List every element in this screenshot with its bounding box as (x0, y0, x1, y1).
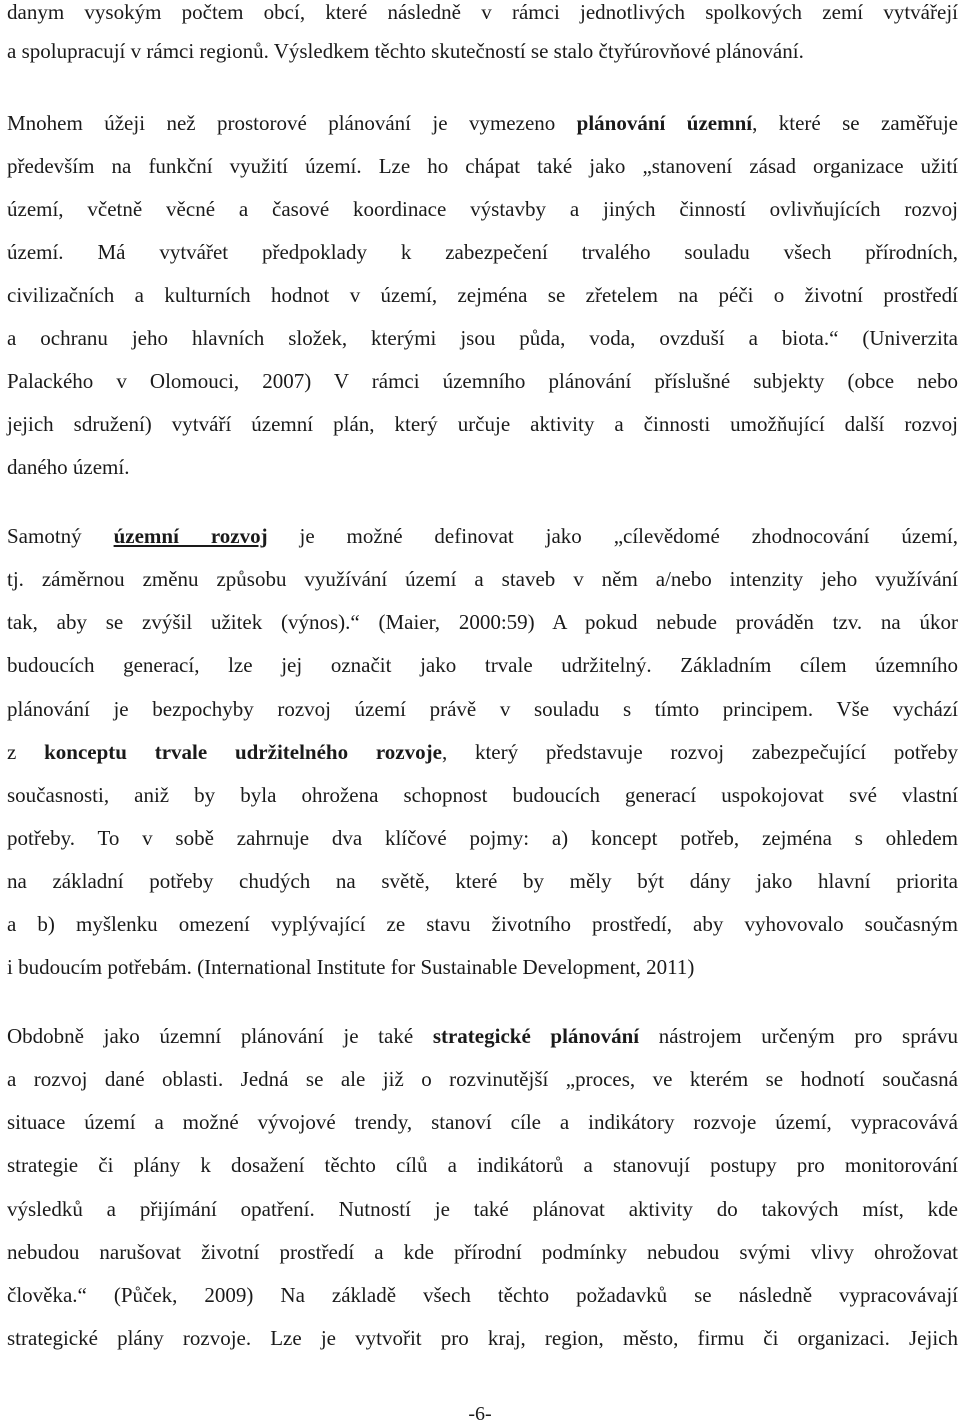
page-number: -6- (468, 1403, 492, 1425)
text-line: a rozvoj dané oblasti. Jedná se ale již o rozvinutější „proces, ve kterém se hodnotí současná (7, 1067, 958, 1091)
text-line: daného území. (7, 455, 130, 479)
text-line: a b) myšlenku omezení vyplývající ze stavu životního prostředí, aby vyhovovalo současným (7, 912, 958, 936)
text-line: na základní potřeby chudých na světě, které by měly být dány jako hlavní priorita (7, 869, 958, 893)
text-line: současnosti, aniž by byla ohrožena schopnost budoucích generací uspokojovat své vlastní (7, 783, 958, 807)
text-line: tj. záměrnou změnu způsobu využívání území a staveb v něm a/nebo intenzity jeho využívání (7, 567, 958, 591)
text-line: strategie či plány k dosažení těchto cílů a indikátorů a stanovují postupy pro monitorování (7, 1153, 958, 1177)
bold-term: územní rozvoj (113, 524, 268, 548)
text-line: plánování je bezpochyby rozvoj území právě v souladu s tímto principem. Vše vychází (7, 697, 958, 721)
text-line: strategické plány rozvoje. Lze je vytvořit pro kraj, region, město, firmu či organizaci. Jejich (7, 1326, 958, 1350)
text-line: území. Má vytvářet předpoklady k zabezpečení trvalého souladu všech přírodních, (7, 240, 958, 264)
text-line: území, včetně věcné a časové koordinace výstavby a jiných činností ovlivňujících rozvoj (7, 197, 958, 221)
text-line: tak, aby se zvýšil užitek (výnos).“ (Maier, 2000:59) A pokud nebude prováděn tzv. na úkor (7, 610, 958, 634)
text-line: nebudou narušovat životní prostředí a kde přírodní podmínky nebudou svými vlivy ohrožovat (7, 1240, 958, 1264)
text-line: Palackého v Olomouci, 2007) V rámci územního plánování příslušné subjekty (obce nebo (7, 369, 958, 393)
text-line: Samotný územní rozvoj je možné definovat jako „cílevědomé zhodnocování území, (7, 524, 958, 548)
text-line: Mnohem úžeji než prostorové plánování je vymezeno plánování územní, které se zaměřuje (7, 111, 958, 135)
text-line: výsledků a přijímání opatření. Nutností je také plánovat aktivity do takových míst, kde (7, 1197, 958, 1221)
text-line: člověka.“ (Půček, 2009) Na základě všech těchto požadavků se následně vypracovávají (7, 1283, 958, 1307)
text-line: Obdobně jako územní plánování je také strategické plánování nástrojem určeným pro správu (7, 1024, 959, 1048)
bold-term: plánování územní (576, 111, 753, 135)
text-line: především na funkční využití území. Lze ho chápat také jako „stanovení zásad organizace užití (7, 154, 958, 178)
text-line: a ochranu jeho hlavních složek, kterými jsou půda, voda, ovzduší a biota.“ (Univerzita (7, 326, 958, 350)
bold-term: konceptu trvale udržitelného rozvoje (44, 740, 442, 764)
text-line: budoucích generací, lze jej označit jako trvale udržitelný. Základním cílem územního (7, 653, 958, 677)
text-line: danym vysokým počtem obcí, které následně v rámci jednotlivých spolkových zemí vytvářejí (7, 0, 958, 24)
text-line: i budoucím potřebám. (International Institute for Sustainable Development, 2011) (7, 955, 695, 979)
text-line: z konceptu trvale udržitelného rozvoje, který představuje rozvoj zabezpečující potřeby (7, 740, 959, 764)
text-line: situace území a možné vývojové trendy, stanoví cíle a indikátory rozvoje území, vypracovává (7, 1110, 958, 1134)
bold-term: strategické plánování (432, 1024, 640, 1048)
text-line: jejich sdružení) vytváří územní plán, který určuje aktivity a činnosti umožňující další rozvoj (7, 412, 958, 436)
text-line: civilizačních a kulturních hodnot v území, zejména se zřetelem na péči o životní prostředí (7, 283, 958, 307)
text-line: a spolupracují v rámci regionů. Výsledkem těchto skutečností se stalo čtyřúrovňové plánování. (7, 39, 804, 63)
text-line: potřeby. To v sobě zahrnuje dva klíčové pojmy: a) koncept potřeb, zejména s ohledem (7, 826, 958, 850)
